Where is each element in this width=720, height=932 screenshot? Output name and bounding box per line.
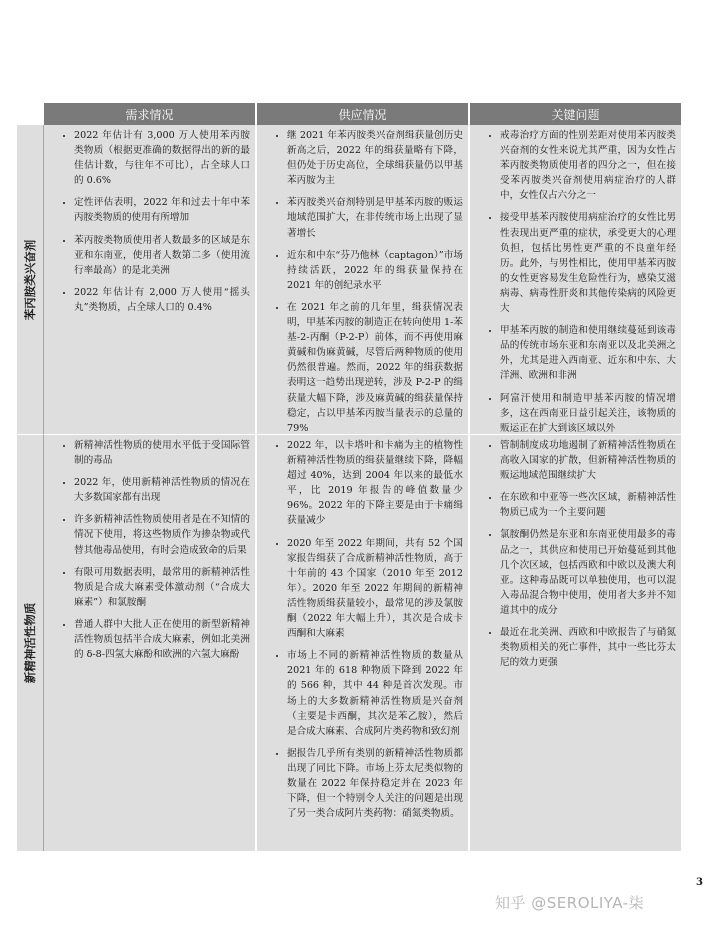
header-corner [17,103,44,125]
list-item: • 苯丙胺类兴奋剂特别是甲基苯丙胺的贩运地域范围扩大，在非传统市场上出现了显著增长 [287,195,463,240]
row-header-ats [17,125,44,435]
list-item: • 接受甲基苯丙胺使用病症治疗的女性比男性表现出更严重的症状，承受更大的心理负担，包括比男性更严重的不良童年经历。此外，与男性相比，使用甲基苯丙胺的女性更容易发生危险性行为，感染艾滋病毒、病毒性肝炎和其他传染病的风险更大 [500,210,676,316]
row-header-nps [17,435,44,851]
row-label-nps: 新精神活性物质 [23,602,37,684]
list-item: • 市场上不同的新精神活性物质的数量从 2021 年的 618 种物质下降到 2022 年的 566 种，其中 44 种是首次发现。市场上的大多数新精神活性物质是兴奋剂（主要是卡西酮，其次是苯乙胺），然后是合成大麻素、合成阿片类药物和致幻剂 [287,648,463,739]
header-issues: 关键问题 [470,103,681,125]
list-item: • 2022 年，以卡塔叶和卡痛为主的植物性新精神活性物质的缉获量继续下降，降幅超过 40%，达到 2004 年以来的最低水平，比 2019 年报告的峰值数量少 96%。2022 年的下降主要是由于卡痛缉获量减少 [287,438,463,529]
list-item: • 普通人群中大批人正在使用的新型新精神活性物质包括半合成大麻素，例如北美洲的 δ-8-四氢大麻酚和欧洲的六氢大麻酚 [74,617,250,662]
list-item: • 近东和中东“芬乃他林（captagon）”市场持续活跃，2022 年的缉获量保持在 2021 年的创纪录水平 [287,248,463,293]
list-item: • 在 2021 年之前的几年里，缉获情况表明，甲基苯丙胺的制造正在转向使用 1-苯基-2-丙酮（P-2-P）前体，而不再使用麻黄碱和伪麻黄碱，尽管后两种物质的使用仍然很普遍。然而，2022 年的缉获数据表明这一趋势出现逆转，涉及 P-2-P 的缉获量大幅下降，涉及麻黄碱的缉获量保持稳定，占以甲基苯丙胺当量表示的总量的 79% [287,300,463,435]
list-item: • 阿富汗使用和制造甲基苯丙胺的情况增多，这在西南亚日益引起关注，该物质的贩运正在扩大到该区域以外 [500,391,676,436]
list-item: • 在东欧和中亚等一些次区域，新精神活性物质已成为一个主要问题 [500,490,676,520]
cell-ats-demand [44,125,255,435]
list-item: • 苯丙胺类物质使用者人数最多的区域是东亚和东南亚，使用者人数第二多（使用流行率最高）的是北美洲 [74,233,250,278]
row-label-ats: 苯丙胺类兴奋剂 [23,239,37,320]
list-item: • 2022 年，使用新精神活性物质的情况在大多数国家都有出现 [74,475,250,505]
list-item: • 2022 年估计有 3,000 万人使用苯丙胺类物质（根据更准确的数据得出的新的最佳估计数，与往年不可比），占全球人口的 0.6% [74,128,250,188]
list-item: • 甲基苯丙胺的制造和使用继续蔓延到该毒品的传统市场东亚和东南亚以及北美洲之外，尤其是进入西南亚、近东和中东、大洋洲、欧洲和非洲 [500,323,676,383]
list-item: • 戒毒治疗方面的性别差距对使用苯丙胺类兴奋剂的女性来说尤其严重，因为女性占苯丙胺类物质使用者的四分之一，但在接受苯丙胺类兴奋剂使用病症治疗的人群中，女性仅占六分之一 [500,128,676,203]
drug-situation-table [17,103,681,851]
watermark: 知乎 @SEROLIYA-柒 [495,894,645,912]
list-item: • 据报告几乎所有类别的新精神活性物质都出现了同比下降。市场上芬太尼类似物的数量在 2022 年保持稳定并在 2023 年下降，但一个特别令人关注的问题是出现了另一类合成阿片类药物：硝氮类物质。 [287,746,463,821]
list-item: • 有限可用数据表明，最常用的新精神活性物质是合成大麻素受体激动剂（“合成大麻素”）和氯胺酮 [74,565,250,610]
list-item: • 最近在北美洲、西欧和中欧报告了与硝氮类物质相关的死亡事件，其中一些比芬太尼的效力更强 [500,625,676,670]
cell-ats-supply [257,125,468,435]
list-item: • 管制制度成功地遏制了新精神活性物质在高收入国家的扩散，但新精神活性物质的贩运地域范围继续扩大 [500,438,676,483]
list-item: • 氯胺酮仍然是东亚和东南亚使用最多的毒品之一，其供应和使用已开始蔓延到其他几个次区域，包括西欧和中欧以及澳大利亚。这种毒品既可以单独使用，也可以混入毒品混合物中使用，使用者大多并不知道其中的成分 [500,527,676,618]
list-item: • 定性评估表明，2022 年和过去十年中苯丙胺类物质的使用有所增加 [74,195,250,225]
list-item: • 2022 年估计有 2,000 万人使用“摇头丸”类物质，占全球人口的 0.4% [74,285,250,315]
header-demand: 需求情况 [44,103,255,125]
page-number: 3 [696,877,703,888]
list-item: • 继 2021 年苯丙胺类兴奋剂缉获量创历史新高之后，2022 年的缉获量略有下降，但仍处于历史高位，全球缉获量仍以甲基苯丙胺为主 [287,128,463,188]
list-item: • 2020 年至 2022 年期间，共有 52 个国家报告缉获了合成新精神活性物质，高于十年前的 43 个国家（2010 年至 2012 年）。2020 年至 2022 年期间的新精神活性物质缉获量较小，最常见的涉及氯胺酮（2022 年大幅上升），其次是合成卡西酮和大麻素 [287,536,463,642]
cell-nps-supply [257,435,468,851]
list-item: • 新精神活性物质的使用水平低于受国际管制的毒品 [74,438,250,468]
list-item: • 许多新精神活性物质使用者是在不知情的情况下使用，将这些物质作为掺杂物或代替其他毒品使用，有时会造成致命的后果 [74,512,250,557]
cell-nps-demand [44,435,255,851]
header-supply: 供应情况 [257,103,468,125]
cell-ats-issues [470,125,681,435]
cell-nps-issues [470,435,681,851]
